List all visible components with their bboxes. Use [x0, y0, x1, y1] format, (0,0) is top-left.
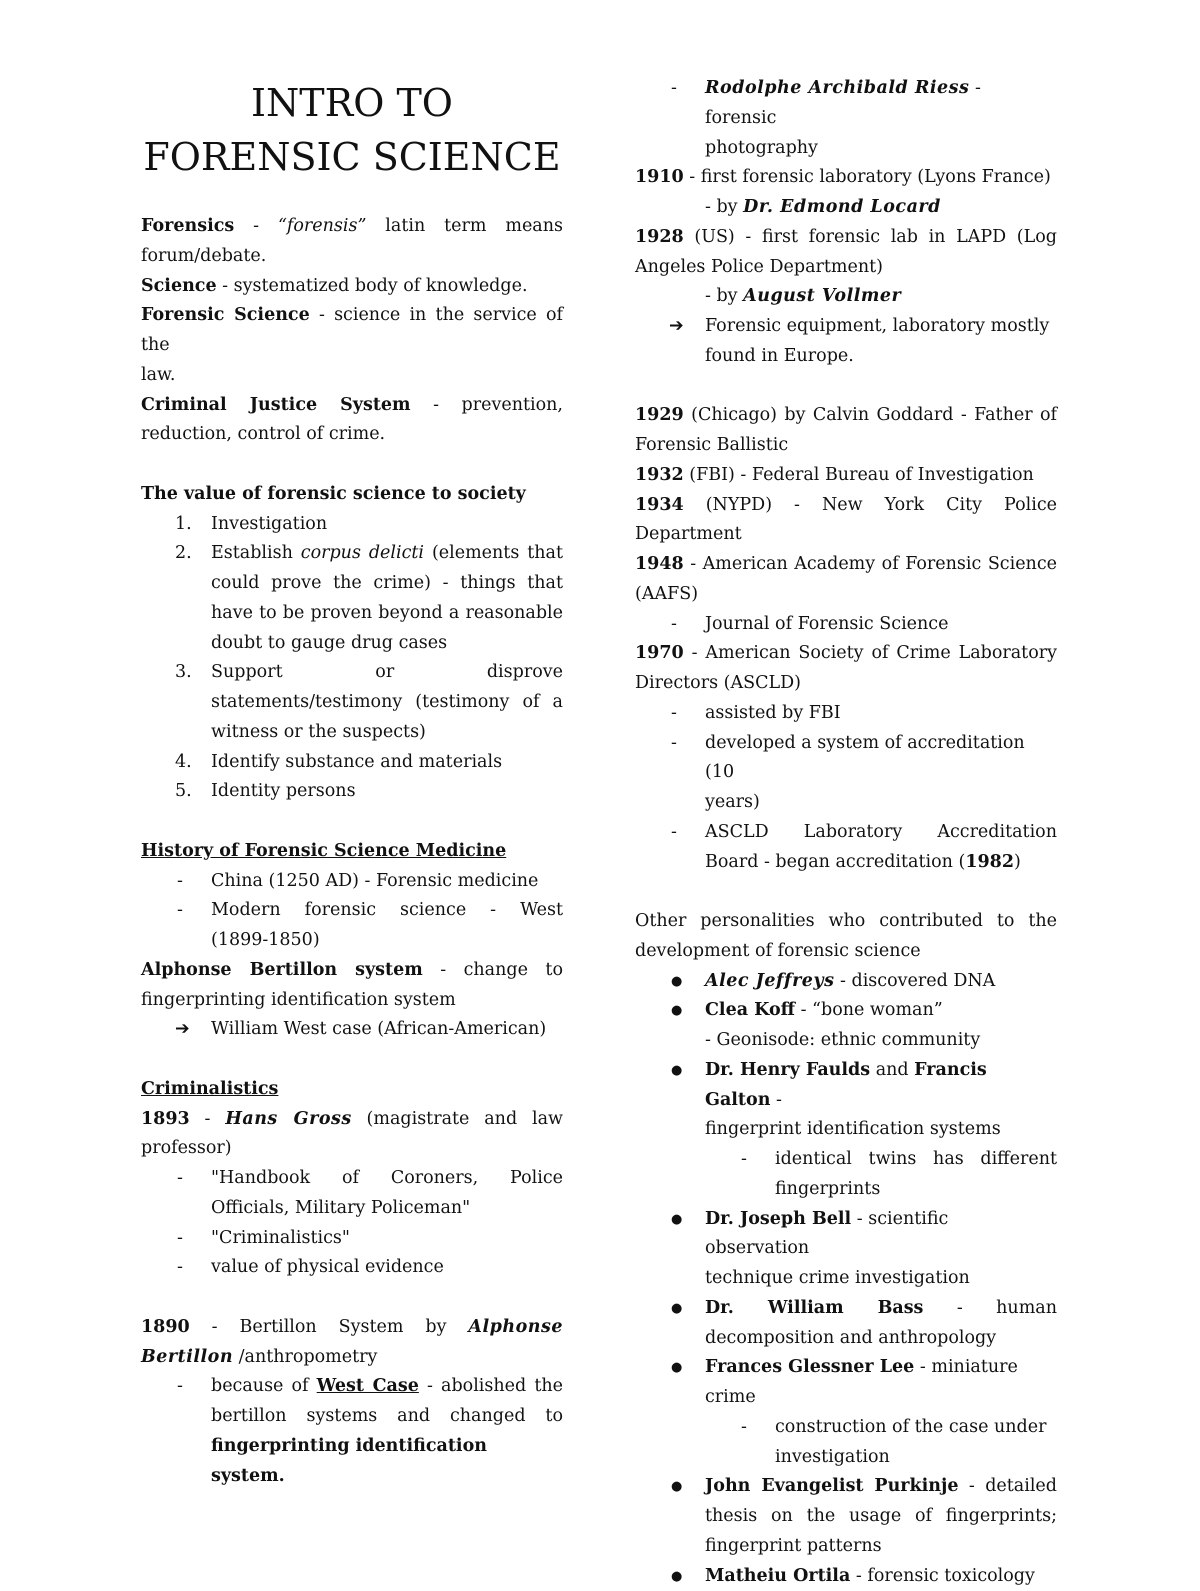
page-title: INTRO TO FORENSIC SCIENCE: [141, 76, 563, 184]
value-item-4: 4. Identify substance and materials: [141, 748, 563, 778]
left-column: INTRO TO FORENSIC SCIENCE Forensics - “forensis” latin term means forum/debate. Science - systematized body of knowledge. Forensic Science - science in the service of the law. Criminal Justice System - prevention, reduction, control of crime. The value of forensic science to society 1. Investigation 2. Establish corpus delicti (elements that could prove the crime) - things that have to be proven beyond a reasonable doubt to gauge drug cases 3. Support or disprove statements/testimony (testimony of a witness or the suspects) 4. Identify substance and materials 5. Identity persons History of Forensic Science Medicine - China (1250 AD) - Forensic medicine - Modern forensic science - West (1899-1850) Alphonse Bertillon system - change to fingerprinting identification system ➔ William West case (African-American) Criminalistics 1893 - Hans Gross (magistrate and law professor) - "Handbook of Coroners, Police Officials, Military Policeman" - "Criminalistics" - value of physical evidence 1890 - Bertillon System by Alphonse Bertillon /anthropometry - because of West Case - abolished the bertillon systems and changed to fingerprinting identification system.: [141, 74, 563, 1491]
west-case-item: ➔ William West case (African-American): [141, 1015, 563, 1045]
bullet-icon: ●: [671, 967, 682, 997]
def-forensics: Forensics - “forensis” latin term means: [141, 212, 563, 242]
person-lee: ● Frances Glessner Lee - miniature crime: [635, 1353, 1057, 1413]
year-1934: 1934 (NYPD) - New York City Police: [635, 491, 1057, 521]
arrow-icon: ➔: [175, 1015, 190, 1045]
ascld-item-accreditation: - developed a system of accreditation (10 years): [635, 729, 1057, 818]
def-forensic-science: Forensic Science - science in the service of the: [141, 301, 563, 361]
ascld-item-board: - ASCLD Laboratory Accreditation Board - began accreditation (1982): [635, 818, 1057, 878]
equipment-item: ➔ Forensic equipment, laboratory mostly found in Europe.: [635, 312, 1057, 372]
bullet-icon: ●: [671, 1205, 682, 1235]
def-cjs: Criminal Justice System - prevention,: [141, 391, 563, 421]
year-1893: 1893 - Hans Gross (magistrate and law: [141, 1105, 563, 1135]
gross-item-evidence: - value of physical evidence: [141, 1253, 563, 1283]
person-jeffreys: ● Alec Jeffreys - discovered DNA: [635, 967, 1057, 997]
bullet-icon: ●: [671, 1294, 682, 1324]
value-heading: The value of forensic science to society: [141, 480, 563, 510]
bullet-icon: ●: [671, 1472, 682, 1502]
history-item-china: - China (1250 AD) - Forensic medicine: [141, 867, 563, 897]
other-personalities: Other personalities who contributed to the: [635, 907, 1057, 937]
bullet-icon: ●: [671, 996, 682, 1026]
history-heading: History of Forensic Science Medicine: [141, 837, 563, 867]
twins-item: - identical twins has different fingerprints: [635, 1145, 1057, 1205]
ascld-item-fbi: - assisted by FBI: [635, 699, 1057, 729]
person-bell: ● Dr. Joseph Bell - scientific observation technique crime investigation: [635, 1205, 1057, 1294]
year-1948: 1948 - American Academy of Forensic Science: [635, 550, 1057, 580]
year-1970: 1970 - American Society of Crime Laboratory: [635, 639, 1057, 669]
bullet-icon: ●: [671, 1353, 682, 1383]
person-bass: ● Dr. William Bass - human decomposition and anthropology: [635, 1294, 1057, 1354]
gross-item-handbook: - "Handbook of Coroners, Police Officials, Military Policeman": [141, 1164, 563, 1224]
bullet-icon: ●: [671, 1562, 682, 1591]
year-1910: 1910 - first forensic laboratory (Lyons France): [635, 163, 1057, 193]
person-koff: ● Clea Koff - “bone woman” - Geonisode: ethnic community: [635, 996, 1057, 1056]
value-item-5: 5. Identity persons: [141, 777, 563, 807]
arrow-icon: ➔: [669, 312, 684, 342]
criminalistics-heading: Criminalistics: [141, 1075, 563, 1105]
because-west-case: - because of West Case - abolished the bertillon systems and changed to fingerprinting identification system.: [141, 1372, 563, 1491]
value-item-3: 3. Support or disprove statements/testimony (testimony of a witness or the suspects): [141, 658, 563, 747]
year-1928: 1928 (US) - first forensic lab in LAPD (Log: [635, 223, 1057, 253]
year-1929: 1929 (Chicago) by Calvin Goddard - Father of: [635, 401, 1057, 431]
year-1932: 1932 (FBI) - Federal Bureau of Investigation: [635, 461, 1057, 491]
journal-item: - Journal of Forensic Science: [635, 610, 1057, 640]
bullet-icon: ●: [671, 1056, 682, 1086]
bertillon-system: Alphonse Bertillon system - change to: [141, 956, 563, 986]
person-purkinje: ● John Evangelist Purkinje - detailed thesis on the usage of fingerprints; fingerprint patterns: [635, 1472, 1057, 1561]
lee-sub-item: - construction of the case under investigation: [635, 1413, 1057, 1473]
value-item-1: 1. Investigation: [141, 510, 563, 540]
riess-item: - Rodolphe Archibald Riess - forensic photography: [635, 74, 1057, 163]
right-column: - Rodolphe Archibald Riess - forensic photography 1910 - first forensic laboratory (Lyons France) - by Dr. Edmond Locard 1928 (US) - first forensic lab in LAPD (Log Angeles Police Department) - by August Vollmer ➔ Forensic equipment, laboratory mostly found in Europe. 1929 (Chicago) by Calvin Goddard - Father of Forensic Ballistic 1932 (FBI) - Federal Bureau of Investigation 1934 (NYPD) - New York City Police Department 1948 - American Academy of Forensic Science (AAFS) - Journal of Forensic Science 1970 - American Society of Crime Laboratory Directors (ASCLD) - assisted by FBI - developed a system of accreditation (10 years) - ASCLD Laboratory Accreditation Board - began accreditation (1982) Other personalities who contributed to the development of forensic science ● Alec Jeffreys - discovered DNA ● Clea Koff - “bone woman” - Geonisode: ethnic community ● Dr. Henry Faulds and Francis Galton - fingerprint identification systems - identical twins has different fingerprints ● Dr. Joseph Bell - scientific observation technique crime investigation ● Dr. William Bass - human decomposition and anthropology ● Frances Glessner Lee - miniature crime - construction of the case under investigation ● John Evangelist Purkinje - detailed thesis on the usage of fingerprints; fingerprint patterns ● Matheiu Ortila - forensic toxicology: [635, 74, 1057, 1591]
value-item-2: 2. Establish corpus delicti (elements that could prove the crime) - things that have to be proven beyond a reasonable doubt to gauge drug cases: [141, 539, 563, 658]
history-item-modern: - Modern forensic science - West (1899-1850): [141, 896, 563, 956]
gross-item-criminalistics: - "Criminalistics": [141, 1224, 563, 1254]
year-1890: 1890 - Bertillon System by Alphonse: [141, 1313, 563, 1343]
def-science: Science - systematized body of knowledge.: [141, 272, 563, 302]
person-faulds-galton: ● Dr. Henry Faulds and Francis Galton - fingerprint identification systems: [635, 1056, 1057, 1145]
person-ortila: ● Matheiu Ortila - forensic toxicology: [635, 1562, 1057, 1591]
